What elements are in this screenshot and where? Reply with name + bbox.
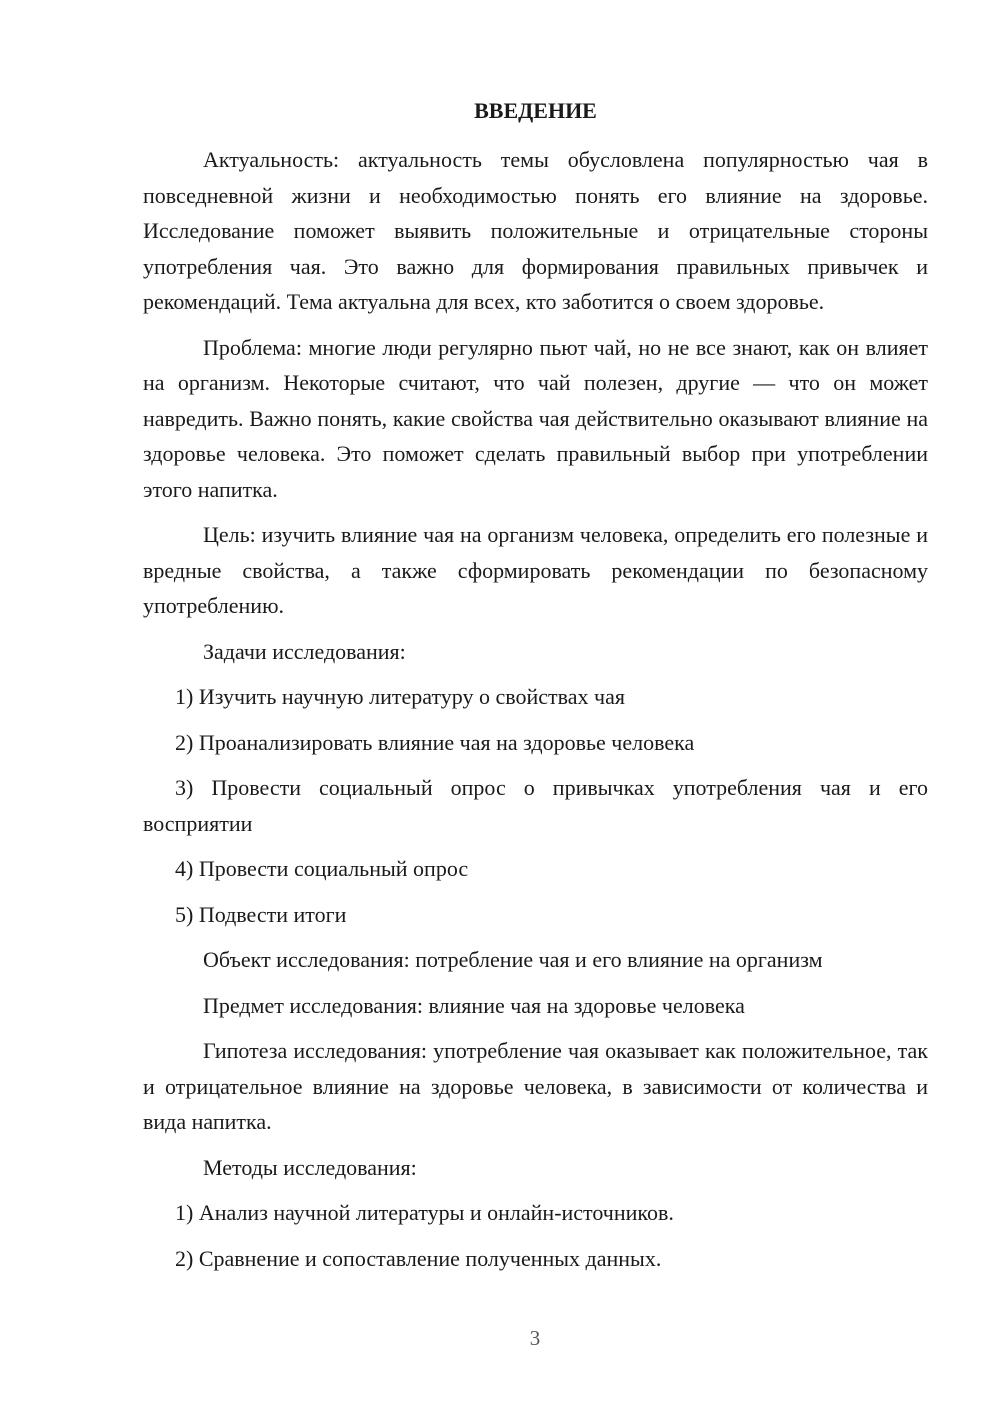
page-number: 3 <box>529 1326 541 1350</box>
method-item: 2) Сравнение и сопоставление полученных данных. <box>175 1245 662 1271</box>
hypothesis-paragraph: Гипотеза исследования: употребление чая оказывает как положительное, так и отрицательное влияние на здоровье человека, в зависимости от количества и вида напитка. <box>143 1038 928 1134</box>
task-item: 1) Изучить научную литературу о свойствах чая <box>175 684 625 709</box>
tasks-heading: Задачи исследования: <box>203 638 406 664</box>
goal-paragraph: Цель: изучить влияние чая на организм человека, определить его полезные и вредные свойства, а также сформировать рекомендации по безопасному употреблению. <box>143 522 928 618</box>
relevance-paragraph: Актуальность: актуальность темы обусловлена популярностью чая в повседневной жизни и необходимостью понять его влияние на здоровье. Исследование поможет выявить положительные и отрицательные стороны употребления чая. Это важно для формирования правильных привычек и рекомендаций. Тема актуальна для всех, кто заботится о своем здоровье. <box>143 147 928 314</box>
task-item: 4) Провести социальный опрос <box>175 856 469 881</box>
task-item: 5) Подвести итоги <box>175 901 347 927</box>
subject-paragraph: Предмет исследования: влияние чая на здоровье человека <box>203 992 745 1018</box>
task-item: 3) Провести социальный опрос о привычках употребления чая и его восприятии <box>143 775 928 836</box>
method-item: 1) Анализ научной литературы и онлайн-источников. <box>175 1200 674 1225</box>
object-paragraph: Объект исследования: потребление чая и его влияние на организм <box>203 947 823 972</box>
problem-paragraph: Проблема: многие люди регулярно пьют чай, но не все знают, как он влияет на организм. Некоторые считают, что чай полезен, другие — что он может навредить. Важно понять, какие свойства чая действительно оказывают влияние на здоровье человека. Это поможет сделать правильный выбор при употреблении этого напитка. <box>143 334 928 502</box>
methods-heading: Методы исследования: <box>203 1154 417 1180</box>
document-body <box>143 142 928 1286</box>
section-title: ВВЕДЕНИЕ <box>474 98 597 123</box>
task-item: 2) Проанализировать влияние чая на здоровье человека <box>175 729 695 755</box>
